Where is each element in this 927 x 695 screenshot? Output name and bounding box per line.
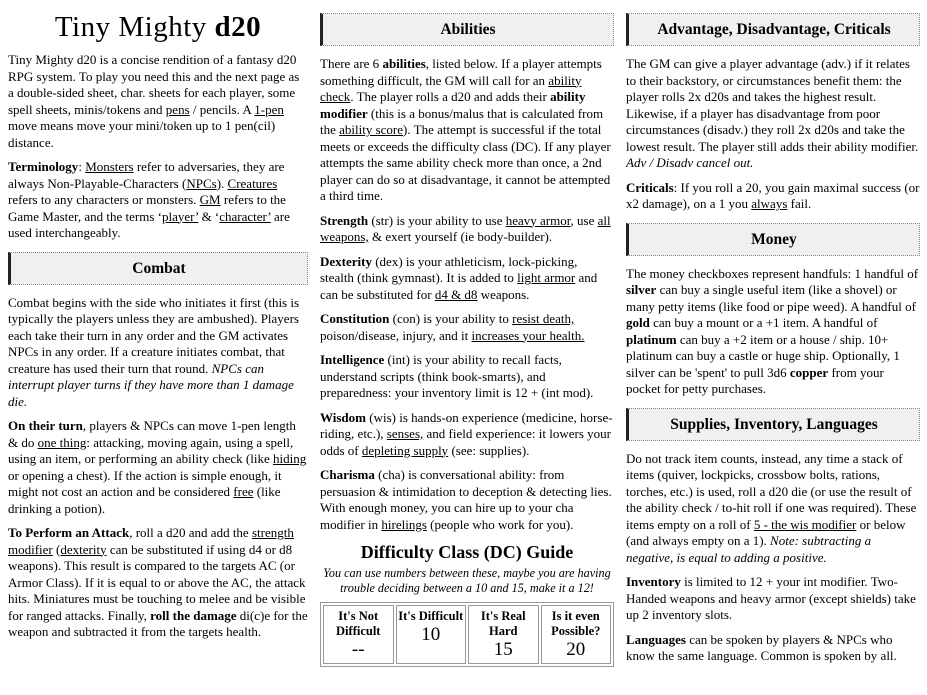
text-segment: ability score [339, 122, 404, 137]
text-segment: can buy a mount or a +1 item. A handful of [649, 315, 878, 330]
wisdom-paragraph [320, 410, 614, 460]
abilities-intro-paragraph [320, 56, 614, 205]
text-segment: refers to any characters or monsters. [8, 192, 200, 207]
text-segment: character’ [219, 208, 271, 224]
text-segment: (cha) is conversational ability: from persuasion & intimidation to deception & detecting lies. With enough money, you can hire up to your cha modifier in [320, 467, 612, 532]
dc-cell-real-hard [468, 605, 539, 664]
text-segment: Criticals [626, 179, 674, 195]
text-segment: hiding [272, 451, 307, 466]
text-segment: Strength [320, 212, 369, 228]
text-segment: player’ [161, 208, 199, 224]
dc-cell-possible [541, 605, 612, 664]
intro-paragraph [8, 52, 308, 151]
text-segment: Tiny Mighty d20 is a concise rendition of a fantasy d20 RPG system. To play you need this and the next page as a double-sided sheet, char. sheets for each player, some spell sheets, minis/tokens and [8, 52, 300, 117]
text-segment: (like drinking a potion). [8, 484, 281, 516]
text-segment: from your pocket for petty purchases. [626, 364, 884, 396]
text-segment: Combat begins with the side who initiates it first (this is typically the players unless they are ambushed). Players each take their turn in any order and the GM activates NPCs in any order. If a creature initiates combat, that creature has used their turn that round. [8, 294, 300, 376]
text-segment: and field experience: it lowers your odds of [320, 426, 611, 458]
dc-cell-difficult-label: It's Difficult [398, 609, 464, 623]
section-header-combat [8, 252, 308, 285]
text-segment: heavy armor [505, 212, 571, 228]
inventory-paragraph [626, 574, 920, 624]
text-segment: silver [626, 282, 657, 297]
text-segment: free [233, 484, 254, 499]
text-segment: di(c)e for the weapon and subtracted it from the targets health. [8, 607, 308, 639]
text-segment: one thing [37, 434, 87, 450]
text-segment: depleting supply [361, 442, 449, 458]
dc-cell-not-difficult-label: It's Not Difficult [336, 609, 381, 638]
text-segment: Intelligence [320, 352, 385, 367]
text-segment: / pencils. A [189, 101, 255, 117]
text-segment: (int) is your ability to recall facts, understand scripts (think book-smarts), and preparedness: your inventory limit is 12 + (int mod). [320, 352, 594, 400]
text-segment: ability check [320, 72, 582, 104]
combat-paragraph [8, 295, 308, 411]
text-segment: 1-pen [254, 101, 284, 117]
text-segment: NPCs can interrupt player turns if they have more than 1 damage die. [8, 360, 294, 409]
text-segment: The GM can give a player advantage (adv.) if it relates to their backstory, or circumstances benefit them: the player rolls 2x d20s and takes the highest result. Likewise, if a player has disadvantage from poor circumstances (disadv.) they roll 2x d20s and take the lowest result. The player still adds their ability modifier. [626, 56, 919, 154]
intelligence-paragraph [320, 352, 614, 402]
text-segment: refer to adversaries, they are always Non-Playable-Characters ( [8, 159, 285, 191]
dc-cell-not-difficult-value: -- [351, 639, 365, 660]
text-segment: (wis) is hands-on experience (medicine, horse-riding, etc.), [320, 409, 613, 441]
text-segment: increases your health. [471, 327, 585, 343]
supplies-paragraph [626, 451, 920, 567]
text-segment: , listed below. If a player attempts something difficult, the GM will call for an [320, 56, 602, 88]
dc-cell-not-difficult [323, 605, 394, 664]
dc-cell-real-hard-value: 15 [493, 639, 513, 660]
text-segment: ). [216, 175, 228, 191]
text-segment: Monsters [85, 159, 134, 174]
text-segment: senses, [386, 426, 424, 441]
text-segment: : attacking, moving again, using a spell, using an item, or performing an ability check (like [8, 434, 294, 466]
text-segment: On their turn [8, 418, 83, 433]
languages-paragraph [626, 632, 920, 665]
text-segment: ). The attempt is successful if the total meets or exceeds the difficulty class (DC). If any player attempts the same ability check more than once, a 2nd player can do so at disadvantage, it cannot be attempted a third time. [320, 122, 611, 203]
text-segment: light armor [517, 270, 576, 285]
text-segment: all weapons, [320, 212, 611, 244]
dc-guide-title: Difficulty Class (DC) Guide [360, 542, 574, 562]
text-segment: d4 & d8 [434, 286, 478, 302]
text-segment: dexterity [60, 541, 107, 557]
text-segment: : If you roll a 20, you gain maximal success (or x2 damage), on a 1 you [626, 179, 920, 211]
text-segment: ( [52, 541, 61, 557]
text-segment: platinum [626, 331, 677, 347]
text-segment: pens [165, 101, 190, 117]
text-segment: & ‘ [198, 208, 220, 224]
section-header-abilities-label: Abilities [440, 21, 496, 38]
text-segment: (dex) is your athleticism, lock-picking, stealth (think gymnast). It is added to [320, 253, 578, 285]
text-segment: (str) is your ability to use [368, 212, 506, 228]
text-segment: NPCs [186, 175, 217, 191]
text-segment: , use [570, 212, 598, 228]
text-segment: Note: subtracting a negative, is equal to adding a positive. [626, 533, 872, 565]
text-segment: Inventory [626, 574, 681, 589]
text-segment: can be substituted if using d4 or d8 weapons). This result is compared to the targets AC (or Armor Class). If it is equal to or above the AC, the attack hits. Miniatures must be touching to melee and be visible for ranged attacks. Finally, [8, 541, 306, 623]
section-header-money [626, 223, 920, 256]
text-segment: (con) is your ability to [389, 311, 513, 326]
text-segment: roll the damage [150, 607, 237, 623]
page-title [8, 10, 308, 44]
charisma-paragraph [320, 467, 614, 533]
dc-guide-note: You can use numbers between these, maybe you are having trouble deciding between a 10 and 15, make it a 12! [323, 566, 611, 595]
text-segment: Creatures [227, 175, 278, 191]
text-segment: Charisma [320, 467, 375, 482]
text-segment: There are 6 [320, 56, 383, 71]
strength-paragraph [320, 213, 614, 246]
text-segment: Adv / Disadv cancel out. [626, 155, 754, 170]
text-segment: abilities [382, 56, 426, 71]
text-segment: Languages [626, 631, 686, 647]
text-segment: weapons. [477, 286, 530, 302]
text-segment: (this is a bonus/malus that is calculated from the [320, 105, 604, 137]
dexterity-paragraph [320, 254, 614, 304]
dc-cell-possible-value: 20 [566, 639, 586, 660]
text-segment: 5 - the wis modifier [753, 516, 857, 532]
text-segment: poison/disease, injury, and it [320, 327, 472, 343]
dc-cell-possible-label: Is it even Possible? [551, 609, 601, 638]
text-segment: To Perform an Attack [8, 525, 130, 540]
text-segment: always [751, 196, 788, 211]
text-segment: , roll a d20 and add the [129, 525, 252, 540]
column-left [8, 10, 308, 695]
section-header-money-label: Money [751, 230, 797, 248]
on-their-turn-paragraph [8, 418, 308, 517]
text-segment: & exert yourself (ie body-builder). [368, 229, 553, 244]
text-segment: move means move your mini/token up to 1 pen(cil) distance. [8, 118, 276, 150]
text-segment: can buy a single useful item (like a shovel) or many petty items (like food or pipe weed). A handful of [626, 282, 916, 314]
text-segment: (people who work for you). [426, 516, 574, 532]
text-segment: hirelings [381, 516, 427, 532]
text-segment: or opening a chest). If the action is simple enough, it might not cost an action and be considered [8, 467, 282, 499]
text-segment: . The player rolls a d20 and adds their [350, 89, 551, 104]
section-header-abilities [320, 13, 614, 46]
text-segment: , players & NPCs can move 1-pen length & do [8, 418, 296, 450]
dc-guide-table-row [323, 605, 611, 664]
text-segment: can be spoken by players & NPCs who know the same language. Common is spoken by all. [626, 631, 897, 663]
text-segment: copper [789, 364, 829, 380]
text-segment: Tiny Mighty [54, 11, 215, 43]
text-segment: d20 [214, 11, 262, 43]
text-segment: fail. [787, 196, 812, 211]
section-header-combat-label: Combat [132, 259, 186, 277]
text-segment: gold [626, 315, 650, 330]
dc-cell-difficult [396, 605, 467, 664]
terminology-paragraph [8, 159, 308, 242]
attack-paragraph [8, 525, 308, 641]
text-segment: Constitution [320, 311, 390, 326]
text-segment: is limited to 12 + your int modifier. Two-Handed weapons and heavy armor (except shields) take up 2 inventory slots. [626, 574, 916, 622]
text-segment: are used interchangeably. [8, 208, 290, 240]
criticals-paragraph [626, 180, 920, 213]
text-segment: Terminology [8, 159, 79, 174]
money-paragraph [626, 266, 920, 398]
dc-cell-difficult-value: 10 [421, 624, 441, 645]
section-header-advantage [626, 13, 920, 46]
dc-cell-real-hard-label: It's Real Hard [480, 609, 526, 638]
text-segment: : [78, 159, 86, 174]
text-segment: resist death, [512, 311, 575, 326]
text-segment: or below (and always empty on a 1). [626, 516, 906, 548]
text-segment: can buy a +2 item or a house / ship. 10+ platinum can buy a castle or huge ship. Optionally, 1 silver can be 'spent' to pull 3d6 [626, 331, 900, 380]
section-header-advantage-label: Advantage, Disadvantage, Criticals [657, 21, 891, 38]
text-segment: Do not track item counts, instead, any time a stack of items (quiver, lockpicks, crossbow bolts, rations, torches, etc.) is used, roll a d20 die (or use the result of the ability check / to-hit roll if one was required). These items empty on a roll of [626, 450, 917, 532]
text-segment: and can be substituted for [320, 270, 598, 302]
text-segment: GM [199, 192, 221, 207]
text-segment: ability modifier [320, 89, 586, 121]
section-header-supplies-label: Supplies, Inventory, Languages [670, 415, 878, 433]
text-segment: refers to the Game Master, and the terms ‘ [8, 192, 286, 224]
text-segment: Wisdom [320, 409, 366, 425]
section-header-supplies [626, 408, 920, 441]
dc-guide-table [320, 602, 614, 667]
text-segment: (see: supplies). [448, 442, 530, 458]
advantage-paragraph [626, 56, 920, 172]
constitution-paragraph [320, 311, 614, 344]
text-segment: Dexterity [320, 253, 372, 269]
column-middle [320, 10, 614, 695]
text-segment: strength modifier [8, 525, 294, 557]
text-segment: The money checkboxes represent handfuls: 1 handful of [626, 265, 919, 281]
column-right [626, 10, 920, 695]
